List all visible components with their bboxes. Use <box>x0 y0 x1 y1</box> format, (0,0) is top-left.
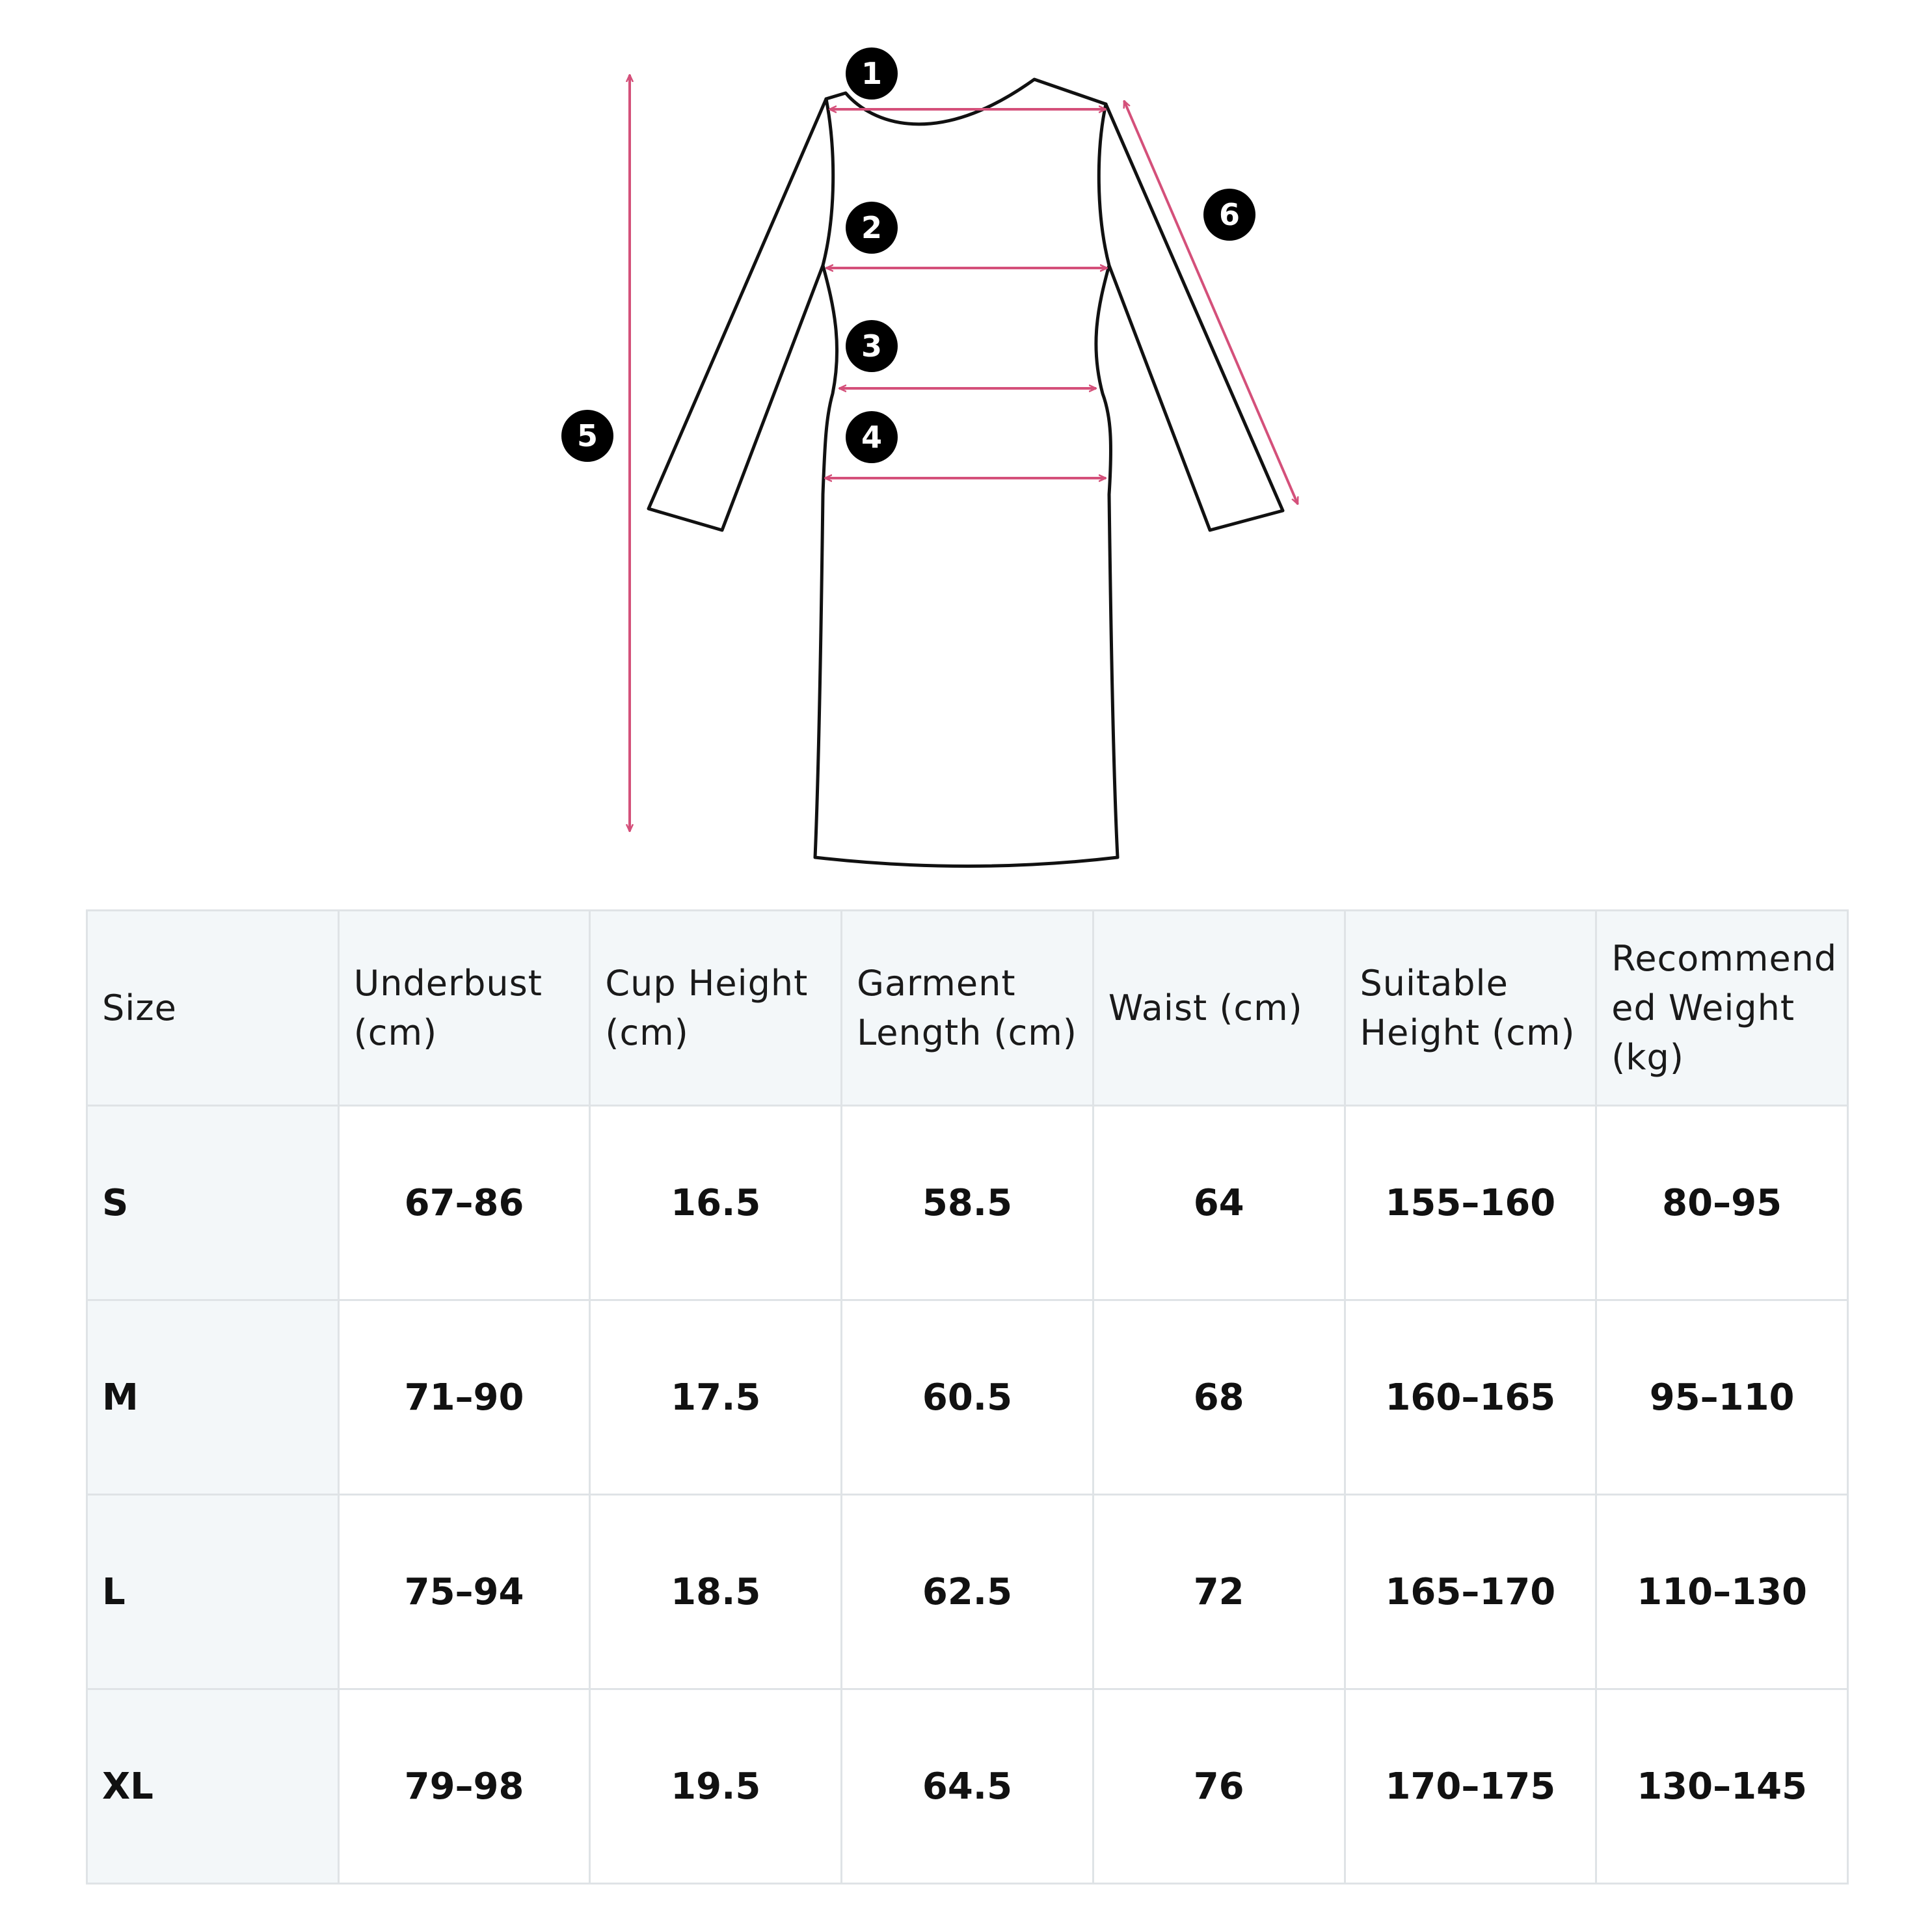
size-chart-table <box>86 909 1849 1885</box>
cell-underbust: 71–90 <box>338 1300 590 1495</box>
marker-4 <box>846 411 898 463</box>
marker-5-label: 5 <box>576 418 598 453</box>
cell-waist: 64 <box>1093 1106 1345 1300</box>
cell-cup-height: 18.5 <box>590 1495 842 1689</box>
cell-cup-height: 17.5 <box>590 1300 842 1495</box>
dress-outline <box>649 79 1283 866</box>
cell-suitable-height: 170–175 <box>1345 1689 1596 1884</box>
marker-6 <box>1203 189 1255 241</box>
cell-size: M <box>87 1300 339 1495</box>
header-line: ed Weight <box>1611 987 1795 1028</box>
table-header-row <box>87 911 1848 1106</box>
header-line: Cup Height <box>605 962 809 1004</box>
dress-body-outline <box>815 79 1118 866</box>
table-row <box>87 1495 1848 1689</box>
marker-3 <box>846 320 898 372</box>
header-cup-height <box>590 911 842 1106</box>
header-line: Underbust <box>353 962 543 1004</box>
cell-waist: 68 <box>1093 1300 1345 1495</box>
cell-size: L <box>87 1495 339 1689</box>
header-line: Size <box>102 987 177 1028</box>
cell-waist: 72 <box>1093 1495 1345 1689</box>
cell-garment-length: 62.5 <box>842 1495 1093 1689</box>
cell-recommended-weight: 80–95 <box>1596 1106 1848 1300</box>
table-row <box>87 1106 1848 1300</box>
header-underbust <box>338 911 590 1106</box>
marker-1-label: 1 <box>861 56 883 91</box>
left-sleeve-outline <box>649 99 826 530</box>
cell-waist: 76 <box>1093 1689 1345 1884</box>
cell-underbust: 75–94 <box>338 1495 590 1689</box>
header-line: (kg) <box>1611 1036 1684 1078</box>
header-line: Length (cm) <box>857 1012 1077 1053</box>
header-line: Height (cm) <box>1360 1012 1576 1053</box>
cell-suitable-height: 165–170 <box>1345 1495 1596 1689</box>
marker-2 <box>846 202 898 254</box>
header-line: (cm) <box>605 1012 689 1053</box>
header-size <box>87 911 339 1106</box>
cell-size: XL <box>87 1689 339 1884</box>
cell-garment-length: 64.5 <box>842 1689 1093 1884</box>
marker-6-label: 6 <box>1218 197 1241 232</box>
marker-2-label: 2 <box>861 210 883 245</box>
cell-cup-height: 16.5 <box>590 1106 842 1300</box>
header-line: (cm) <box>353 1012 438 1053</box>
cell-recommended-weight: 110–130 <box>1596 1495 1848 1689</box>
garment-measurement-diagram <box>0 0 1932 885</box>
header-garment-length <box>842 911 1093 1106</box>
table-row <box>87 1689 1848 1884</box>
cell-suitable-height: 155–160 <box>1345 1106 1596 1300</box>
cell-recommended-weight: 130–145 <box>1596 1689 1848 1884</box>
cell-underbust: 67–86 <box>338 1106 590 1300</box>
marker-1 <box>846 47 898 100</box>
measurement-lines <box>630 75 1298 831</box>
header-waist <box>1093 911 1345 1106</box>
header-recommended-weight <box>1596 911 1848 1106</box>
header-line: Recommend <box>1611 937 1838 979</box>
marker-5 <box>561 410 613 462</box>
cell-cup-height: 19.5 <box>590 1689 842 1884</box>
cell-underbust: 79–98 <box>338 1689 590 1884</box>
right-sleeve-outline <box>1106 104 1283 530</box>
header-line: Suitable <box>1360 962 1509 1004</box>
cell-size: S <box>87 1106 339 1300</box>
header-suitable-height <box>1345 911 1596 1106</box>
marker-4-label: 4 <box>861 420 883 455</box>
cell-garment-length: 58.5 <box>842 1106 1093 1300</box>
cell-suitable-height: 160–165 <box>1345 1300 1596 1495</box>
cell-garment-length: 60.5 <box>842 1300 1093 1495</box>
table-row <box>87 1300 1848 1495</box>
measure-line-6 <box>1124 101 1298 504</box>
dress-illustration <box>0 0 1932 885</box>
marker-3-label: 3 <box>861 329 883 364</box>
cell-recommended-weight: 95–110 <box>1596 1300 1848 1495</box>
header-line: Waist (cm) <box>1108 987 1303 1028</box>
header-line: Garment <box>857 962 1016 1004</box>
